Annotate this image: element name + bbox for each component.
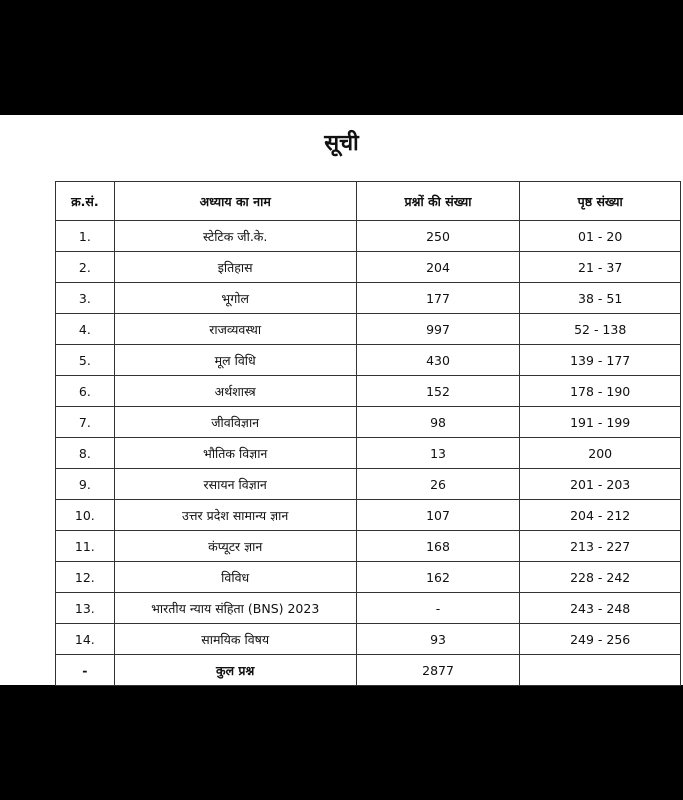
chapter-cell: अर्थशास्त्र — [114, 376, 356, 407]
serial-cell: 12. — [56, 562, 115, 593]
serial-cell: 4. — [56, 314, 115, 345]
contents-table — [55, 181, 681, 686]
questions-cell: - — [356, 593, 520, 624]
chapter-cell: कंप्यूटर ज्ञान — [114, 531, 356, 562]
page-title: सूची — [324, 131, 359, 156]
table-row — [56, 252, 681, 283]
table-row — [56, 469, 681, 500]
total-serial-cell: - — [56, 655, 115, 686]
table-row — [56, 624, 681, 655]
questions-cell: 98 — [356, 407, 520, 438]
total-label-cell: कुल प्रश्न — [114, 655, 356, 686]
pages-cell: 228 - 242 — [520, 562, 681, 593]
pages-cell: 249 - 256 — [520, 624, 681, 655]
pages-cell: 213 - 227 — [520, 531, 681, 562]
serial-cell: 9. — [56, 469, 115, 500]
chapter-cell: मूल विधि — [114, 345, 356, 376]
chapter-cell: भूगोल — [114, 283, 356, 314]
pages-cell: 191 - 199 — [520, 407, 681, 438]
questions-cell: 168 — [356, 531, 520, 562]
table-header-row — [56, 182, 681, 221]
serial-cell: 3. — [56, 283, 115, 314]
questions-cell: 152 — [356, 376, 520, 407]
serial-cell: 5. — [56, 345, 115, 376]
table-row — [56, 531, 681, 562]
pages-cell: 200 — [520, 438, 681, 469]
serial-cell: 10. — [56, 500, 115, 531]
header-chapter: अध्याय का नाम — [114, 182, 356, 221]
serial-cell: 1. — [56, 221, 115, 252]
chapter-cell: सामयिक विषय — [114, 624, 356, 655]
header-questions: प्रश्नों की संख्या — [356, 182, 520, 221]
pages-cell: 52 - 138 — [520, 314, 681, 345]
serial-cell: 6. — [56, 376, 115, 407]
pages-cell: 204 - 212 — [520, 500, 681, 531]
questions-cell: 250 — [356, 221, 520, 252]
chapter-cell: भारतीय न्याय संहिता (BNS) 2023 — [114, 593, 356, 624]
questions-cell: 107 — [356, 500, 520, 531]
chapter-cell: राजव्यवस्था — [114, 314, 356, 345]
serial-cell: 14. — [56, 624, 115, 655]
chapter-cell: इतिहास — [114, 252, 356, 283]
chapter-cell: भौतिक विज्ञान — [114, 438, 356, 469]
serial-cell: 8. — [56, 438, 115, 469]
questions-cell: 13 — [356, 438, 520, 469]
questions-cell: 26 — [356, 469, 520, 500]
questions-cell: 430 — [356, 345, 520, 376]
total-row — [56, 655, 681, 686]
pages-cell: 243 - 248 — [520, 593, 681, 624]
table-row — [56, 562, 681, 593]
document-page — [0, 115, 683, 685]
serial-cell: 11. — [56, 531, 115, 562]
pages-cell: 139 - 177 — [520, 345, 681, 376]
total-questions-cell: 2877 — [356, 655, 520, 686]
questions-cell: 93 — [356, 624, 520, 655]
table-row — [56, 593, 681, 624]
chapter-cell: विविध — [114, 562, 356, 593]
table-row — [56, 438, 681, 469]
table-row — [56, 345, 681, 376]
questions-cell: 997 — [356, 314, 520, 345]
total-pages-cell — [520, 655, 681, 686]
questions-cell: 162 — [356, 562, 520, 593]
table-row — [56, 407, 681, 438]
header-pages: पृष्ठ संख्या — [520, 182, 681, 221]
chapter-cell: स्टेटिक जी.के. — [114, 221, 356, 252]
serial-cell: 7. — [56, 407, 115, 438]
pages-cell: 201 - 203 — [520, 469, 681, 500]
pages-cell: 01 - 20 — [520, 221, 681, 252]
serial-cell: 13. — [56, 593, 115, 624]
table-row — [56, 314, 681, 345]
table-body — [56, 221, 681, 686]
pages-cell: 21 - 37 — [520, 252, 681, 283]
pages-cell: 38 - 51 — [520, 283, 681, 314]
chapter-cell: उत्तर प्रदेश सामान्य ज्ञान — [114, 500, 356, 531]
table-row — [56, 500, 681, 531]
chapter-cell: जीवविज्ञान — [114, 407, 356, 438]
table-row — [56, 221, 681, 252]
table-row — [56, 376, 681, 407]
header-serial: क्र.सं. — [56, 182, 115, 221]
table-row — [56, 283, 681, 314]
questions-cell: 177 — [356, 283, 520, 314]
questions-cell: 204 — [356, 252, 520, 283]
chapter-cell: रसायन विज्ञान — [114, 469, 356, 500]
serial-cell: 2. — [56, 252, 115, 283]
pages-cell: 178 - 190 — [520, 376, 681, 407]
